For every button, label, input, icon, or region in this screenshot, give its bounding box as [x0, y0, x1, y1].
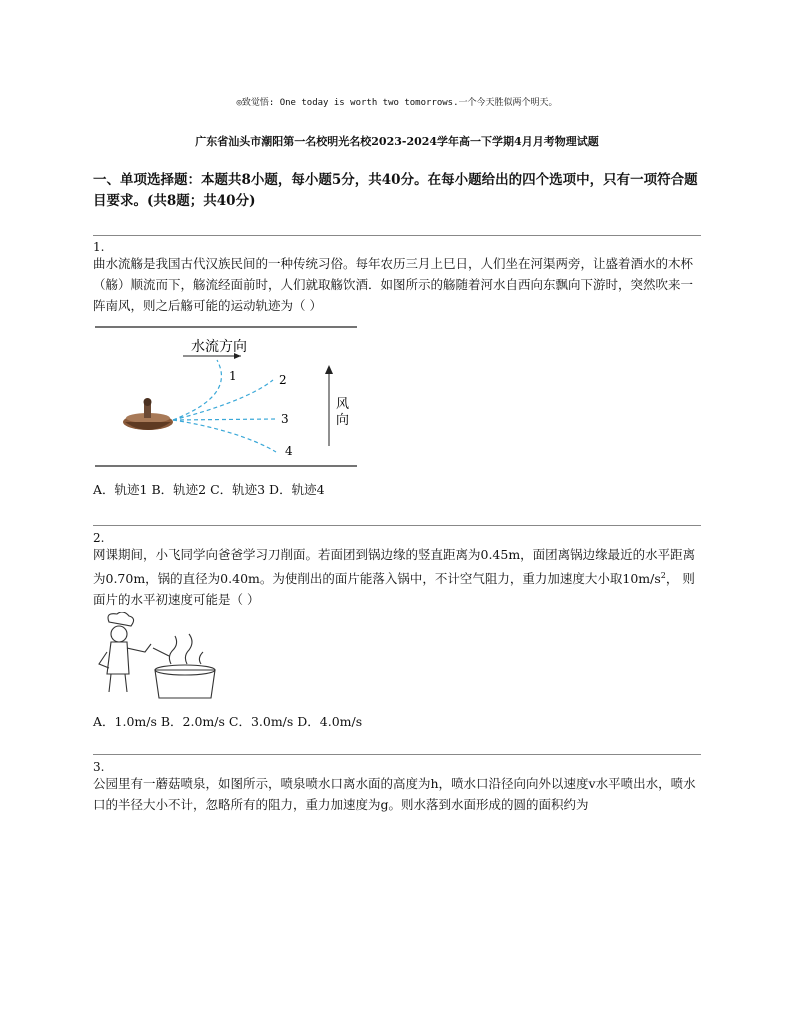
chef-arm	[127, 644, 151, 652]
wok-pot	[155, 670, 215, 698]
track-label-4: 4	[285, 444, 293, 458]
steam-1	[169, 636, 176, 664]
question-text: 公园里有一蘑菇喷泉，如图所示，喷泉喷水口离水面的高度为h，喷水口沿径向向外以速度v水平喷出水，喷水口的半径大小不计，忽略所有的阻力，重力加速度为g。则水落到水面形成的圆的面积约为	[93, 776, 696, 812]
track-label-2: 2	[279, 373, 287, 387]
noodle-chef-figure	[93, 612, 218, 702]
question-text: 曲水流觞是我国古代汉族民间的一种传统习俗。每年农历三月上巳日，人们坐在河渠两旁，让盛着酒水的木杯（觞）顺流而下，觞流经面前时，人们就取觞饮酒．如图所示的觞随着河水自西向东飘向下游时，突然吹来一阵南风，则之后觞可能的运动轨迹为（ ）	[93, 256, 694, 313]
question-number: 2.	[93, 531, 105, 545]
question-number: 1.	[93, 240, 105, 254]
question-divider	[93, 525, 701, 526]
track-3-path	[173, 419, 276, 420]
chef-hat	[108, 612, 134, 626]
answer-options: A．轨迹1 B．轨迹2 C．轨迹3 D．轨迹4	[93, 482, 325, 497]
chef-legs	[109, 674, 127, 692]
wind-label-char-2: 向	[336, 413, 350, 428]
track-label-1: 1	[229, 369, 237, 383]
document-title: 广东省汕头市潮阳第一名校明光名校2023-2024学年高一下学期4月月考物理试题	[195, 135, 599, 148]
track-label-3: 3	[281, 412, 289, 426]
steam-3	[199, 652, 203, 664]
wine-cup-illustration	[123, 398, 173, 430]
wind-label-char-1: 风	[336, 397, 350, 412]
question-text-main: 网课期间，小飞同学向爸爸学习刀削面。若面团到锅边缘的竖直距离为0.45m，面团离锅边缘最近的水平距离为0.70m，锅的直径为0.40m。为使削出的面片能落入锅中，不计空气阻力，重力加速度大小取10m/s	[93, 547, 696, 587]
chef-body	[107, 642, 129, 674]
question-text	[93, 544, 705, 610]
section-heading: 一、单项选择题：本题共8小题，每小题5分，共40分。在每小题给出的四个选项中，只有一项符合题目要求。(共8题；共40分)	[93, 172, 698, 209]
river-cup-figure	[93, 318, 363, 470]
wind-arrowhead	[325, 365, 333, 374]
track-4-path	[173, 420, 276, 452]
water-flow-label: 水流方向	[191, 339, 247, 355]
motto-line: ◎致觉悟: One today is worth two tomorrows.一个今天胜似两个明天。	[236, 98, 558, 108]
chef-head	[111, 626, 127, 642]
question-divider	[93, 235, 701, 236]
question-number: 3.	[93, 760, 105, 774]
steam-2	[185, 634, 192, 664]
question-text-tail: ， 则面片的水平初速度可能是（ ）	[93, 571, 695, 608]
answer-options: A．1.0m/s B．2.0m/s C．3.0m/s D．4.0m/s	[93, 714, 363, 729]
track-1-path	[173, 360, 221, 420]
question-divider	[93, 754, 701, 755]
noodle-flying	[153, 648, 169, 656]
unit-superscript: 2	[660, 571, 666, 580]
